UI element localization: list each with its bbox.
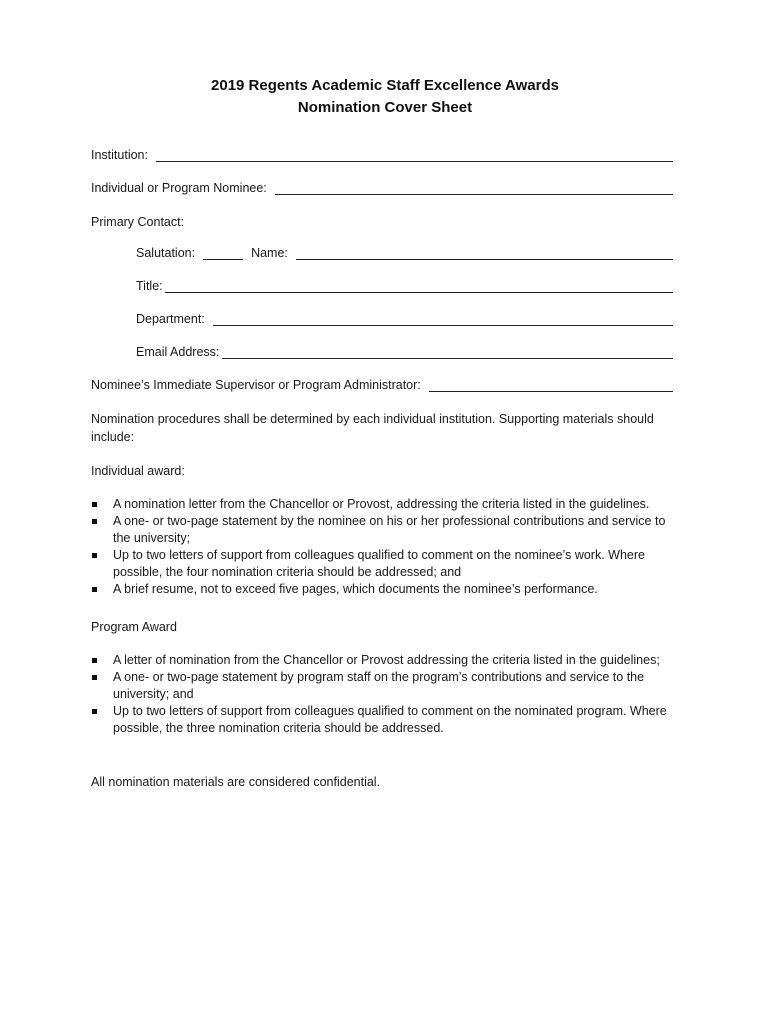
title-label: Title: bbox=[136, 279, 163, 293]
institution-field[interactable] bbox=[156, 149, 673, 162]
supervisor-row bbox=[91, 378, 673, 392]
salutation-name-row bbox=[136, 246, 673, 260]
list-item: A one- or two-page statement by program staff on the program’s contributions and service to the university; and bbox=[91, 669, 681, 703]
salutation-label: Salutation: bbox=[136, 246, 196, 260]
email-row bbox=[136, 345, 673, 359]
list-item: Up to two letters of support from colleagues qualified to comment on the nominee’s work. Where possible, the four nomination criteria should be addressed; and bbox=[91, 547, 681, 581]
confidential-note: All nomination materials are considered confidential. bbox=[91, 775, 381, 789]
list-item: A brief resume, not to exceed five pages, which documents the nominee’s performance. bbox=[91, 581, 681, 598]
title-row bbox=[136, 279, 673, 293]
email-field[interactable] bbox=[222, 346, 673, 359]
document-subtitle: Nomination Cover Sheet bbox=[297, 99, 473, 116]
email-label: Email Address: bbox=[136, 345, 220, 359]
nominee-row bbox=[91, 181, 673, 195]
program-award-list bbox=[91, 652, 681, 737]
program-award-heading: Program Award bbox=[91, 620, 177, 634]
supervisor-label: Nominee’s Immediate Supervisor or Program Administrator: bbox=[91, 378, 421, 392]
name-field[interactable] bbox=[296, 247, 673, 260]
list-item: Up to two letters of support from colleagues qualified to comment on the nominated program. Where possible, the three nomination criteria should be addressed. bbox=[91, 703, 681, 737]
list-item: A nomination letter from the Chancellor or Provost, addressing the criteria listed in the guidelines. bbox=[91, 496, 681, 513]
supervisor-field[interactable] bbox=[429, 379, 673, 392]
individual-award-list bbox=[91, 496, 681, 598]
title-field[interactable] bbox=[165, 280, 673, 293]
nominee-field[interactable] bbox=[275, 182, 673, 195]
document-title: 2019 Regents Academic Staff Excellence Awards bbox=[211, 77, 559, 94]
department-field[interactable] bbox=[213, 313, 673, 326]
procedures-paragraph: Nomination procedures shall be determined by each individual institution. Supporting materials should include: bbox=[91, 412, 654, 444]
list-item: A one- or two-page statement by the nominee on his or her professional contributions and service to the university; bbox=[91, 513, 681, 547]
department-label: Department: bbox=[136, 312, 205, 326]
individual-award-heading: Individual award: bbox=[91, 464, 185, 478]
institution-row bbox=[91, 148, 673, 162]
salutation-field[interactable] bbox=[203, 247, 243, 260]
department-row bbox=[136, 312, 673, 326]
list-item: A letter of nomination from the Chancellor or Provost addressing the criteria listed in the guidelines; bbox=[91, 652, 681, 669]
institution-label: Institution: bbox=[91, 148, 148, 162]
name-label: Name: bbox=[251, 246, 288, 260]
primary-contact-label: Primary Contact: bbox=[91, 215, 185, 229]
nominee-label: Individual or Program Nominee: bbox=[91, 181, 267, 195]
